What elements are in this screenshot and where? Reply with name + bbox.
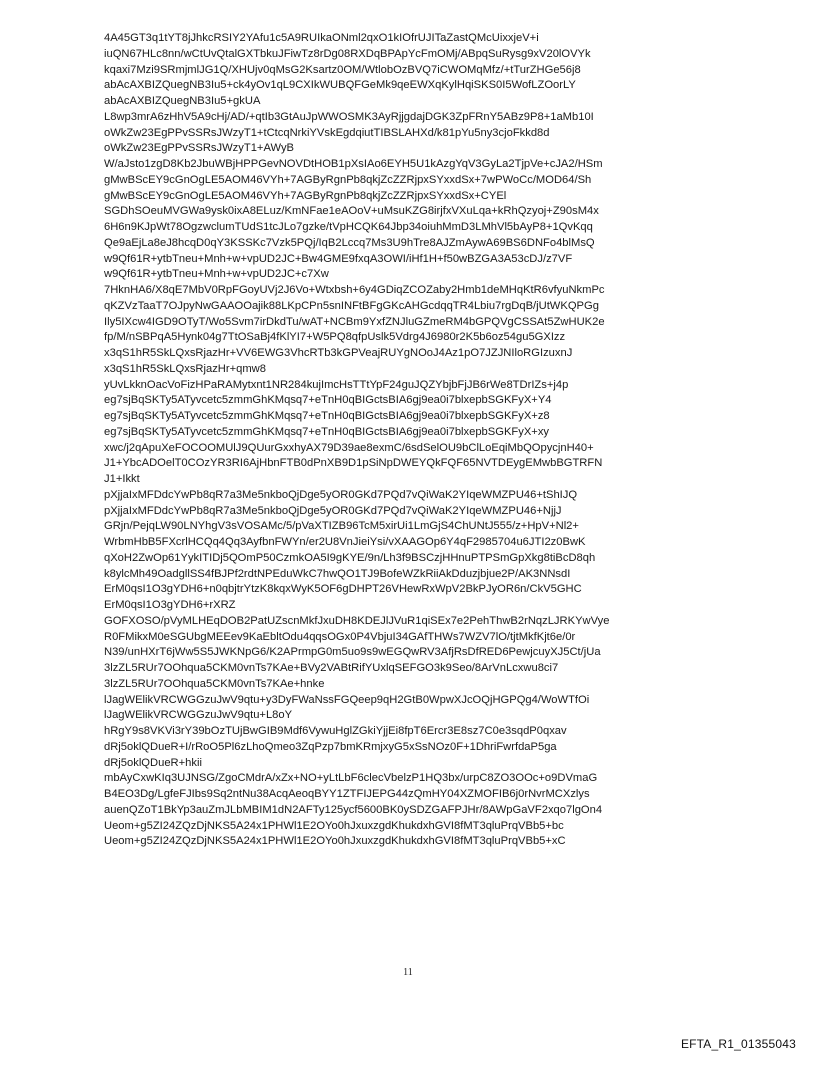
text-line: dRj5oklQDueR+hkii	[104, 756, 202, 769]
text-line: R0FMikxM0eSGUbgMEEev9KaEbltOdu4qqsOGx0P4VbjuI34GAfTHWs7WZV7lO/tjtMkfKjt6e/0r	[104, 630, 576, 643]
text-line: lJagWElikVRCWGGzuJwV9qtu+y3DyFWaNssFGQeep9qH2GtB0WpwXJcOQjHGPQg4/WoWTfOi	[104, 693, 590, 706]
text-line: mbAyCxwKIq3UJNSG/ZgoCMdrA/xZx+NO+yLtLbF6clecVbelzP1HQ3bx/urpC8ZO3OOc+o9DVmaG	[104, 772, 598, 785]
document-id-stamp: EFTA_R1_01355043	[680, 1037, 796, 1051]
text-line: L8wp3mrA6zHhV5A9cHj/AD/+qtIb3GtAuJpWWOSMK3AyRjjgdajDGK3ZpFRnY5ABz9P8+1aMb10I	[104, 110, 594, 123]
text-line: auenQZoT1BkYp3auZmJLbMBIM1dN2AFTy125ycf5600BK0ySDZGAFPJHr/8AWpGaVF2xqo7lgOn4	[104, 803, 603, 816]
text-line: k8ylcMh49OadgllSS4fBJPf2rdtNPEduWkC7hwQO1TJ9BofeWZkRiiAkDduzjbjue2P/AK3NNsdI	[104, 567, 571, 580]
text-line: GRjn/PejqLW90LNYhgV3sVOSAMc/5/pVaXTIZB96TcM5xirUi1LmGjS4ChUNtJ555/z+HpV+Nl2+	[104, 520, 579, 533]
text-line: x3qS1hR5SkLQxsRjazHr+qmw8	[104, 362, 266, 375]
text-line: oWkZw23EgPPvSSRsJWzyT1+AWyB	[104, 142, 295, 155]
text-line: oWkZw23EgPPvSSRsJWzyT1+tCtcqNrkiYVskEgdqiutTIBSLAHXd/k81pYu5ny3cjoFkkd8d	[104, 126, 550, 139]
text-line: Qe9aEjLa8eJ8hcqD0qY3KSSKc7Vzk5PQj/IqB2Lccq7Ms3U9hTre8AJZmAywA69BS6DNFo4blMsQ	[104, 236, 595, 249]
text-line: eg7sjBqSKTy5ATyvcetc5zmmGhKMqsq7+eTnH0qBIGctsBIA6gj9ea0i7blxepbSGKFyX+z8	[104, 410, 550, 422]
text-line: B4EO3Dg/LgfeFJIbs9Sq2ntNu38AcqAeoqBYY1ZTFIJEPG44zQmHY04XZMOFIB6j0rNvrMCXzlys	[104, 788, 590, 800]
text-line: yUvLkknOacVoFizHPaRAMytxnt1NR284kujImcHsTTtYpF24guJQZYbjbFjJB6rWe8TDrIZs+j4p	[104, 378, 569, 391]
page-number: 11	[403, 967, 413, 978]
text-line: gMwBScEY9cGnOgLE5AOM46VYh+7AGByRgnPb8qkjZcZZRjpxSYxxdSx+7wPWoCc/MOD64/Sh	[104, 173, 592, 186]
text-line: J1+YbcADOelT0COzYR3RI6AjHbnFTB0dPnXB9D1pSiNpDWEYQkFQF65NVTDEygEMwbBGTRFN	[104, 457, 603, 470]
text-line: J1+Ikkt	[104, 473, 140, 485]
text-line: lJagWElikVRCWGGzuJwV9qtu+L8oY	[104, 709, 293, 722]
text-line: 3lzZL5RUr7OOhqua5CKM0vnTs7KAe+hnke	[104, 677, 325, 690]
text-line: GOFXOSO/pVyMLHEqDOB2PatUZscnMkfJxuDH8KDEJlJVuR1qiSEx7e2PehThwB2rNqzLJRKYwVye	[104, 614, 610, 627]
text-line: WrbmHbB5FXcrlHCQq4Qq3AyfbnFWYn/er2U8VnJieiYsi/vXAAGOp6Y4qF2985704u6JTI2z0BwK	[104, 536, 586, 548]
text-line: ErM0qsI1O3gYDH6+rXRZ	[104, 599, 236, 611]
text-line: abAcAXBIZQuegNB3Iu5+ck4yOv1qL9CXIkWUBQFGeMk9qeEWXqKylHqiSKS0I5WofLZOorLY	[104, 79, 576, 92]
text-line: ErM0qsI1O3gYDH6+n0qbjtrYtzK8kqxWyK5OF6gDHPT26VHewRxWpV2BkPJyOR6n/CkV5GHC	[104, 583, 582, 596]
text-line: abAcAXBIZQuegNB3Iu5+gkUA	[104, 95, 261, 107]
text-line: eg7sjBqSKTy5ATyvcetc5zmmGhKMqsq7+eTnH0qBIGctsBIA6gj9ea0i7blxepbSGKFyX+xy	[104, 425, 550, 438]
text-line: W/aJsto1zgD8Kb2JbuWBjHPPGevNOVDtHOB1pXsIAo6EYH5U1kAzgYqV3GyLa2TjpVe+cJA2/HSm	[104, 158, 603, 170]
text-line: qKZVzTaaT7OJpyNwGAAOOajik88LKpCPn5snINFtBFgGKcAHGcdqqTR4Lbiu7rgDqB/jUtWKQPGg	[104, 299, 599, 312]
text-line: Ueom+g5ZI24ZQzDjNKS5A24x1PHWl1E2OYo0hJxuxzgdKhukdxhGVI8fMT3qluPrqVBb5+bc	[104, 819, 564, 832]
text-line: fp/M/nSBPqA5Hynk04g7TtOSaBj4fKlYI7+W5PQ8qfpUslk5Vdrg4J6980r2K5b6oz54gu5GXIzz	[104, 331, 566, 344]
text-line: hRgY9s8VKVi3rY39bOzTUjBwGIB9Mdf6VywuHglZGkiYjjEi8fpT6Ercr3E8sz7C0e3sqdP0qxav	[104, 725, 567, 737]
text-line: iuQN67HLc8nn/wCtUvQtalGXTbkuJFiwTz8rDg08RXDqBPApYcFmOMj/ABpqSuRysg9xV20lOVYk	[104, 47, 591, 60]
text-line: eg7sjBqSKTy5ATyvcetc5zmmGhKMqsq7+eTnH0qBIGctsBIA6gj9ea0i7blxepbSGKFyX+Y4	[104, 394, 552, 407]
text-line: pXjjaIxMFDdcYwPb8qR7a3Me5nkboQjDge5yOR0GKd7PQd7vQiWaK2YIqeWMZPU46+NjjJ	[104, 504, 562, 517]
text-line: 4A45GT3q1tYT8jJhkcRSIY2YAfu1c5A9RUIkaONml2qxO1kIOfrUJITaZastQMcUixxjeV+i	[104, 32, 539, 44]
text-line: x3qS1hR5SkLQxsRjazHr+VV6EWG3VhcRTb3kGPVeajRUYgNOoJ4Az1pO7JZJNIloRGIzuxnJ	[104, 347, 573, 359]
text-line: xwc/j2qApuXeFOCOOMUlJ9QUurGxxhyAX79D39ae8exmC/6sdSelOU9bClLoEqiMbQOpycjnH40+	[104, 441, 594, 454]
text-line: 6H6n9KJpWt78OgzwclumTUdS1tcJLo7gzke/tVpHCQK64Jbp34oiuhMmD3LMhVl5bAyP8+1QvKqq	[104, 221, 593, 233]
text-line: 7HknHA6/X8qE7MbV0RpFGoyUVj2J6Vo+Wtxbsh+6y4GDiqZCOZaby2Hmb1deMHqKtR6vfyuNkmPc	[104, 284, 605, 296]
text-line: N39/unHXrT6jWw5S5JWKNpG6/K2APrmpG0m5uo9s9wEGQwRV3AfjRsDfRED6PewjcuyXJ5Ct/jUa	[104, 646, 601, 659]
text-line: w9Qf61R+ytbTneu+Mnh+w+vpUD2JC+Bw4GME9fxqA3OWI/iHf1H+f50wBZGA3A53cDJ/z7VF	[104, 252, 573, 265]
text-line: pXjjaIxMFDdcYwPb8qR7a3Me5nkboQjDge5yOR0GKd7PQd7vQiWaK2YIqeWMZPU46+tShIJQ	[104, 488, 578, 501]
text-line: kqaxi7Mzi9SRmjmlJG1Q/XHUjv0qMsG2Ksartz0OM/WtlobOzBVQ7iCWOMqMfz/+tTurZHGe56j8	[104, 63, 581, 76]
text-line: SGDhSOeuMVGWa9ysk0ixA8ELuz/KmNFae1eAOoV+uMsuKZG8irjfxVXuLqa+kRhQzyoj+Z90sM4x	[104, 205, 599, 218]
encoded-text-block	[104, 31, 704, 850]
text-line: Ueom+g5ZI24ZQzDjNKS5A24x1PHWl1E2OYo0hJxuxzgdKhukdxhGVI8fMT3qluPrqVBb5+xC	[104, 835, 566, 848]
text-line: gMwBScEY9cGnOgLE5AOM46VYh+7AGByRgnPb8qkjZcZZRjpxSYxxdSx+CYEl	[104, 189, 507, 202]
text-line: Ily5IXcw4IGD9OTyT/Wo5Svm7irDkdTu/wAT+NCBm9YxfZNJluGZmeRM4bGPQVgCSSAt5ZwHUK2e	[104, 315, 605, 328]
text-line: 3lzZL5RUr7OOhqua5CKM0vnTs7KAe+BVy2VABtRifYUxlqSEFGO3k9Seo/8ArVnLcxwu8ci7	[104, 662, 559, 674]
text-line: dRj5oklQDueR+I/rRoO5Pl6zLhoQmeo3ZqPzp7bmKRmjxyG5xSsNOz0F+1DhriFwrfdaP5ga	[104, 740, 557, 753]
text-line: w9Qf61R+ytbTneu+Mnh+w+vpUD2JC+c7Xw	[104, 268, 329, 281]
text-line: qXoH2ZwOp61YykITIDj5QOmP50CzmkOA5I9gKYE/9n/Lh3f9BSCzjHHnuPTPSmGpXkg8tiBcD8qh	[104, 551, 596, 564]
